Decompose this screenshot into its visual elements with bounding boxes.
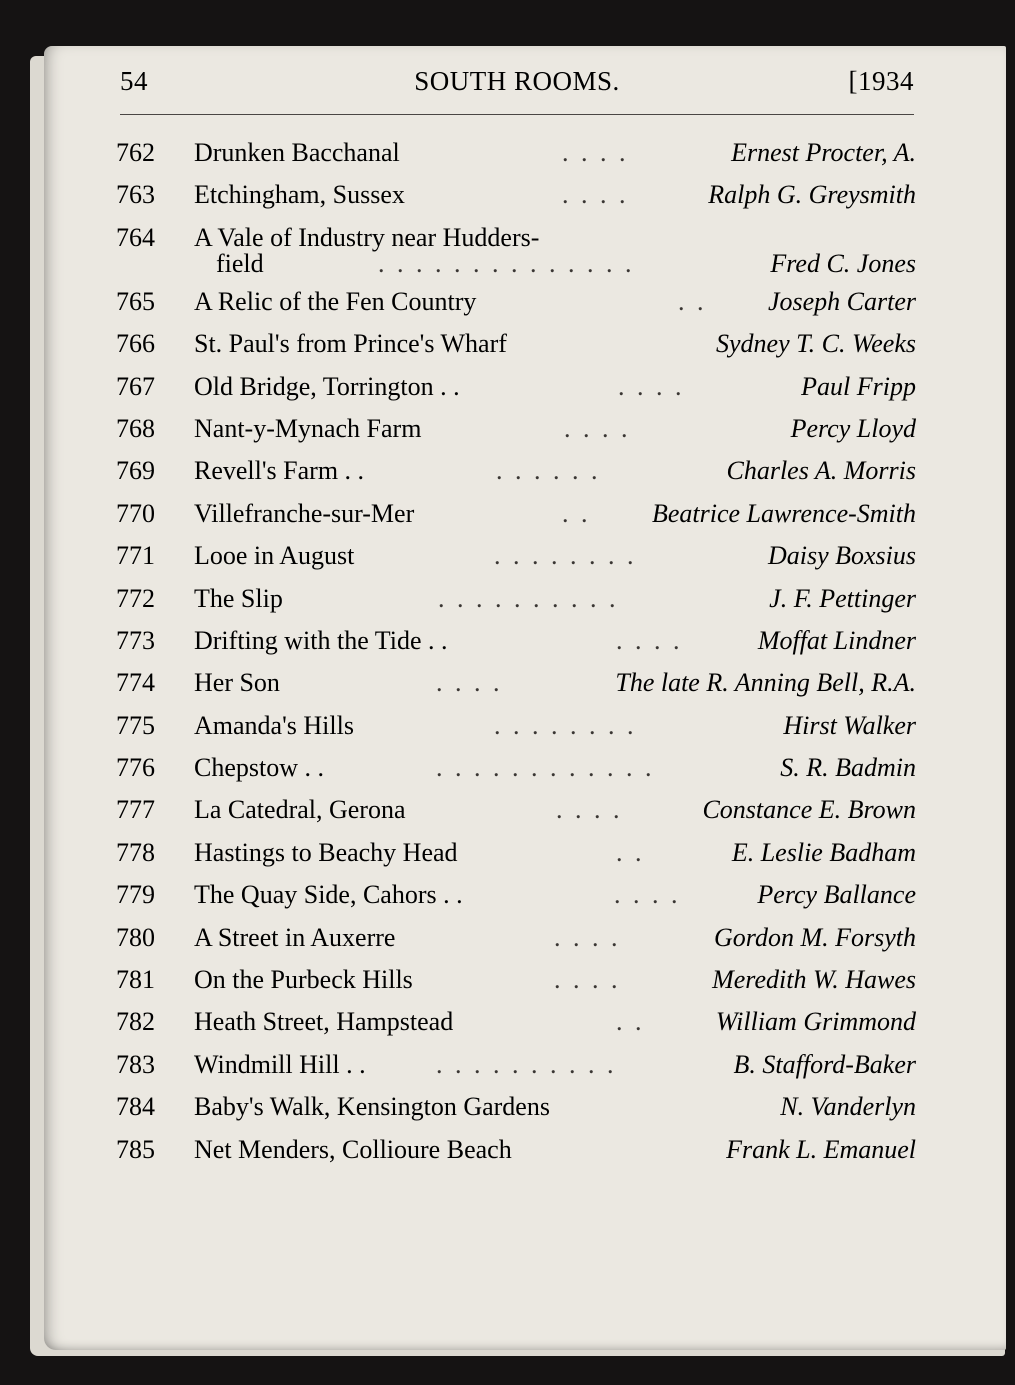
entry-number: 783 <box>116 1049 155 1079</box>
entry-title: Net Menders, Collioure Beach <box>194 1134 512 1164</box>
catalogue-list <box>116 132 916 1171</box>
leader-dots: . . <box>616 1007 645 1037</box>
entry-number: 774 <box>116 668 155 698</box>
catalogue-entry <box>116 832 916 874</box>
catalogue-entry <box>116 174 916 216</box>
catalogue-entry <box>116 323 916 365</box>
entry-number: 765 <box>116 286 155 316</box>
entry-number: 779 <box>116 880 155 910</box>
leader-dots: . . . . <box>618 371 685 401</box>
entry-number: 778 <box>116 837 155 867</box>
catalogue-entry <box>116 1086 916 1128</box>
catalogue-entry <box>116 450 916 492</box>
catalogue-entry <box>116 1129 916 1171</box>
entry-title: The Slip <box>194 583 283 613</box>
catalogue-entry <box>116 705 916 747</box>
catalogue-entry <box>116 1001 916 1043</box>
entry-number: 781 <box>116 965 155 995</box>
catalogue-entry <box>116 217 916 281</box>
leader-dots: . . . . <box>556 795 623 825</box>
catalogue-entry <box>116 747 916 789</box>
entry-artist: Percy Ballance <box>757 880 916 910</box>
leader-dots: . . . . <box>554 965 621 995</box>
entry-title: Nant-y-Mynach Farm <box>194 413 422 443</box>
entry-artist: Frank L. Emanuel <box>726 1134 916 1164</box>
entry-title: Looe in August <box>194 541 355 571</box>
entry-number: 770 <box>116 498 155 528</box>
entry-number: 772 <box>116 583 155 613</box>
leader-dots: . . <box>616 837 645 867</box>
leader-dots: . . <box>562 498 591 528</box>
entry-artist: S. R. Badmin <box>780 753 916 783</box>
entry-artist: B. Stafford-Baker <box>733 1049 916 1079</box>
entry-number: 762 <box>116 138 155 167</box>
entry-number: 763 <box>116 180 155 210</box>
leader-dots: . . . . <box>436 668 503 698</box>
entry-title: Heath Street, Hampstead <box>194 1007 454 1037</box>
entry-title: Chepstow . . <box>194 753 324 783</box>
leader-dots: . . . . . . . . . . <box>436 1049 617 1079</box>
catalogue-entry <box>116 789 916 831</box>
entry-artist: Hirst Walker <box>783 710 916 740</box>
entry-title: Her Son <box>194 668 280 698</box>
leader-dots: . . . . . . . . <box>494 710 637 740</box>
entry-number: 769 <box>116 456 155 486</box>
entry-artist: Ernest Procter, A. <box>731 138 916 167</box>
entry-artist: Charles A. Morris <box>726 456 916 486</box>
entry-title: Drifting with the Tide . . <box>194 625 448 655</box>
entry-number: 767 <box>116 371 155 401</box>
entry-title: Etchingham, Sussex <box>194 180 405 210</box>
entry-artist: Sydney T. C. Weeks <box>715 329 916 359</box>
entry-title-continuation: field <box>216 248 264 278</box>
entry-title: Windmill Hill . . <box>194 1049 366 1079</box>
leader-dots: . . . . <box>554 922 621 952</box>
catalogue-entry <box>116 874 916 916</box>
leader-dots: . . . . . . . . <box>494 541 637 571</box>
leader-dots: . . <box>678 286 707 316</box>
leader-dots: . . . . . . . . . . . . <box>436 753 655 783</box>
entry-title: On the Purbeck Hills <box>194 965 413 995</box>
catalogue-entry <box>116 917 916 959</box>
entry-artist: William Grimmond <box>715 1007 916 1037</box>
leader-dots: . . . . <box>616 625 683 655</box>
leader-dots: . . . . . . . . . . <box>438 583 619 613</box>
entry-artist: Fred C. Jones <box>770 248 916 278</box>
entry-artist: Beatrice Lawrence-Smith <box>651 498 916 528</box>
entry-title: St. Paul's from Prince's Wharf <box>194 329 507 359</box>
entry-title: The Quay Side, Cahors . . <box>194 880 463 910</box>
running-title: SOUTH ROOMS. <box>414 66 620 96</box>
entry-artist: N. Vanderlyn <box>780 1092 916 1122</box>
entry-title: Amanda's Hills <box>194 710 354 740</box>
catalogue-entry <box>116 493 916 535</box>
entry-title: Old Bridge, Torrington . . <box>194 371 460 401</box>
entry-title: Villefranche-sur-Mer <box>194 498 415 528</box>
catalogue-entry <box>116 959 916 1001</box>
leader-dots: . . . . <box>562 138 629 167</box>
catalogue-entry <box>116 620 916 662</box>
entry-title: La Catedral, Gerona <box>194 795 406 825</box>
entry-title: Baby's Walk, Kensington Gardens <box>194 1092 550 1122</box>
entry-artist: The late R. Anning Bell, R.A. <box>615 668 916 698</box>
entry-number: 785 <box>116 1134 155 1164</box>
catalogue-entry <box>116 366 916 408</box>
entry-artist: Ralph G. Greysmith <box>708 180 916 210</box>
entry-number: 766 <box>116 329 155 359</box>
entry-title: A Relic of the Fen Country <box>194 286 477 316</box>
leader-dots: . . . . <box>564 413 631 443</box>
entry-artist: Constance E. Brown <box>702 795 916 825</box>
entry-artist: Moffat Lindner <box>757 625 916 655</box>
entry-number: 773 <box>116 625 155 655</box>
entry-artist: J. F. Pettinger <box>769 583 916 613</box>
entry-title: Revell's Farm . . <box>194 456 365 486</box>
entry-artist: Gordon M. Forsyth <box>714 922 916 952</box>
entry-title: Drunken Bacchanal <box>194 138 400 167</box>
page-number: 54 <box>120 66 148 96</box>
entry-number: 775 <box>116 710 155 740</box>
entry-artist: E. Leslie Badham <box>731 837 916 867</box>
entry-number: 776 <box>116 753 155 783</box>
catalogue-entry <box>116 662 916 704</box>
catalogue-entry <box>116 281 916 323</box>
catalogue-entry <box>116 1044 916 1086</box>
entry-number: 771 <box>116 541 155 571</box>
leader-dots: . . . . . . <box>496 456 601 486</box>
entry-artist: Daisy Boxsius <box>767 541 916 571</box>
entry-number: 768 <box>116 413 155 443</box>
entry-artist: Meredith W. Hawes <box>712 965 916 995</box>
catalogue-entry <box>116 578 916 620</box>
entry-title: Hastings to Beachy Head <box>194 837 458 867</box>
entry-artist: Joseph Carter <box>767 286 916 316</box>
leader-dots: . . . . <box>562 180 629 210</box>
entry-artist: Paul Fripp <box>801 371 916 401</box>
leader-dots: . . . . . . . . . . . . . . <box>378 248 635 278</box>
entry-number: 784 <box>116 1092 155 1122</box>
catalogue-entry <box>116 535 916 577</box>
entry-title: A Vale of Industry near Hudders- <box>194 222 540 252</box>
leader-dots: . . . . <box>614 880 681 910</box>
entry-number: 780 <box>116 922 155 952</box>
entry-number: 777 <box>116 795 155 825</box>
catalogue-entry <box>116 132 916 174</box>
entry-title: A Street in Auxerre <box>194 922 396 952</box>
running-header <box>120 66 914 102</box>
header-rule <box>120 114 914 115</box>
entry-number: 782 <box>116 1007 155 1037</box>
running-year: [1934 <box>848 66 914 96</box>
catalogue-entry <box>116 408 916 450</box>
entry-number: 764 <box>116 222 155 252</box>
entry-artist: Percy Lloyd <box>790 413 916 443</box>
